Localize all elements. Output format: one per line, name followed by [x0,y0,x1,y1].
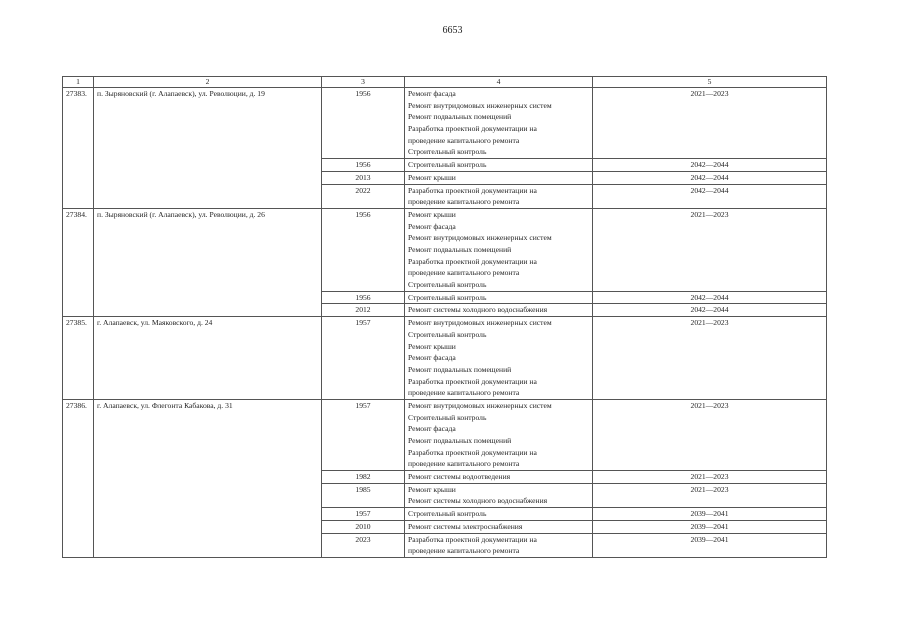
table-row [63,399,827,470]
row-works [405,304,593,317]
work-item: проведение капитального ремонта [408,135,520,145]
work-item: проведение капитального ремонта [408,197,520,207]
work-item: Разработка проектной документации на [408,376,537,386]
row-period: 2039—2041 [593,520,827,533]
entry-number: 27384. [63,208,94,316]
row-period: 2021—2023 [593,208,827,291]
table-row [63,208,827,291]
work-item: Разработка проектной документации на [408,534,537,544]
row-works [405,471,593,484]
work-item: Ремонт фасада [408,221,456,231]
work-item: Разработка проектной документации на [408,256,537,266]
entry-address: г. Алапаевск, ул. Маяковского, д. 24 [94,317,322,400]
work-item: Ремонт фасада [408,353,456,363]
row-period: 2021—2023 [593,88,827,159]
row-period: 2039—2041 [593,533,827,557]
table-row [63,317,827,400]
work-item: Ремонт крыши [408,209,456,219]
row-works [405,184,593,208]
entry-number: 27383. [63,88,94,209]
row-period: 2042—2044 [593,171,827,184]
row-works [405,399,593,470]
table-row [63,88,827,159]
row-period: 2021—2023 [593,399,827,470]
entry-address: п. Зыряновский (г. Алапаевск), ул. Революции, д. 26 [94,208,322,316]
row-year: 1956 [322,208,405,291]
table-body [63,88,827,558]
row-year: 1956 [322,159,405,172]
work-item: Ремонт крыши [408,341,456,351]
row-year: 1985 [322,483,405,507]
work-item: Ремонт системы электроснабжения [408,521,523,531]
row-period: 2042—2044 [593,184,827,208]
row-year: 1957 [322,399,405,470]
work-item: проведение капитального ремонта [408,388,520,398]
row-works [405,520,593,533]
work-item: Ремонт системы холодного водоснабжения [408,496,548,506]
row-year: 2022 [322,184,405,208]
row-year: 2012 [322,304,405,317]
entry-number: 27386. [63,399,94,557]
work-item: Ремонт крыши [408,172,456,182]
row-period: 2042—2044 [593,291,827,304]
work-item: Строительный контроль [408,147,487,157]
column-header-4: 4 [405,77,593,88]
table-header-row [63,77,827,88]
work-item: Ремонт внутридомовых инженерных систем [408,318,552,328]
repair-schedule-table [62,76,827,558]
work-item: Ремонт внутридомовых инженерных систем [408,400,552,410]
column-header-3: 3 [322,77,405,88]
column-header-1: 1 [63,77,94,88]
work-item: Строительный контроль [408,160,487,170]
work-item: проведение капитального ремонта [408,546,520,556]
work-item: Ремонт фасада [408,424,456,434]
row-works [405,171,593,184]
row-works [405,88,593,159]
page-number: 6653 [442,25,463,36]
work-item: Ремонт подвальных помещений [408,112,512,122]
work-item: Строительный контроль [408,329,487,339]
row-works [405,159,593,172]
work-item: Строительный контроль [408,509,487,519]
row-period: 2039—2041 [593,508,827,521]
work-item: Строительный контроль [408,280,487,290]
work-item: Ремонт подвальных помещений [408,364,512,374]
work-item: Разработка проектной документации на [408,185,537,195]
work-item: Ремонт внутридомовых инженерных систем [408,233,552,243]
row-year: 2023 [322,533,405,557]
row-works [405,317,593,400]
column-header-5: 5 [593,77,827,88]
row-year: 1957 [322,508,405,521]
row-year: 2013 [322,171,405,184]
work-item: Строительный контроль [408,412,487,422]
row-period: 2021—2023 [593,483,827,507]
work-item: Ремонт подвальных помещений [408,436,512,445]
row-works [405,533,593,557]
row-period: 2042—2044 [593,159,827,172]
work-item: Ремонт подвальных помещений [408,244,512,254]
work-item: Разработка проектной документации на [408,124,537,134]
work-item: Ремонт системы водоотведения [408,472,511,482]
row-period: 2021—2023 [593,471,827,484]
work-item: Ремонт крыши [408,484,456,494]
work-item: Ремонт внутридомовых инженерных систем [408,100,552,110]
work-item: проведение капитального ремонта [408,268,520,278]
row-period: 2042—2044 [593,304,827,317]
work-item: Строительный контроль [408,292,487,302]
row-year: 1956 [322,88,405,159]
row-year: 1982 [322,471,405,484]
entry-number: 27385. [63,317,94,400]
row-period: 2021—2023 [593,317,827,400]
entry-address: г. Алапаевск, ул. Флегонта Кабакова, д. 31 [94,399,322,557]
row-works [405,508,593,521]
work-item: Разработка проектной документации на [408,447,537,457]
column-header-2: 2 [94,77,322,88]
row-year: 1956 [322,291,405,304]
work-item: Ремонт системы холодного водоснабжения [408,305,548,315]
work-item: Ремонт фасада [408,89,456,98]
row-works [405,208,593,291]
row-works [405,291,593,304]
row-year: 2010 [322,520,405,533]
row-works [405,483,593,507]
work-item: проведение капитального ремонта [408,459,520,469]
entry-address: п. Зыряновский (г. Алапаевск), ул. Революции, д. 19 [94,88,322,209]
row-year: 1957 [322,317,405,400]
